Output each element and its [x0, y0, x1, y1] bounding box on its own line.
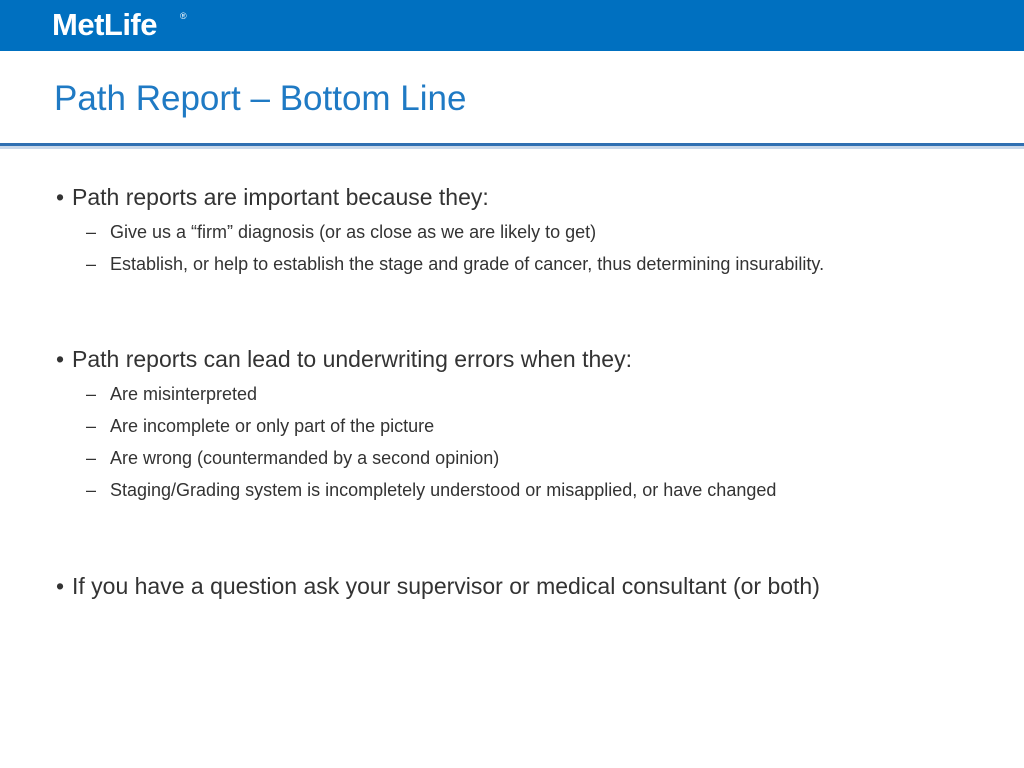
slide-title: Path Report – Bottom Line — [54, 79, 467, 118]
bullet-group-2 — [56, 344, 996, 502]
sub-bullet-text: Are wrong (countermanded by a second opinion) — [110, 448, 500, 468]
sub-bullet-text: Are incomplete or only part of the picture — [110, 416, 435, 436]
bullet-item — [56, 571, 996, 601]
sub-bullet-item — [56, 414, 996, 438]
bullet-item — [56, 182, 996, 212]
sub-bullet-text: Staging/Grading system is incompletely understood or misapplied, or have changed — [110, 480, 777, 500]
sub-bullet-item — [56, 252, 996, 276]
bullet-text: If you have a question ask your supervisor or medical consultant (or both) — [72, 573, 820, 599]
bullet-text: Path reports can lead to underwriting errors when they: — [72, 346, 632, 372]
bullet-dot: • — [56, 184, 65, 210]
bullet-text: Path reports are important because they: — [72, 184, 489, 210]
header-bar — [0, 0, 1024, 51]
sub-bullet-dash: – — [86, 480, 97, 500]
sub-bullet-text: Are misinterpreted — [110, 384, 258, 404]
sub-bullet-dash: – — [86, 448, 97, 468]
metlife-logo: MetLife — [52, 7, 157, 42]
bullet-group-1 — [56, 182, 996, 276]
sub-bullet-item — [56, 220, 996, 244]
bullet-group-3 — [56, 571, 996, 601]
sub-bullet-dash: – — [86, 254, 97, 274]
sub-bullet-dash: – — [86, 416, 97, 436]
sub-bullet-item — [56, 478, 996, 502]
sub-bullet-dash: – — [86, 384, 97, 404]
sub-bullet-item — [56, 382, 996, 406]
bullet-dot: • — [56, 573, 65, 599]
sub-bullet-dash: – — [86, 222, 97, 242]
bullet-dot: • — [56, 346, 65, 372]
sub-bullet-item — [56, 446, 996, 470]
bullet-item — [56, 344, 996, 374]
title-divider — [0, 143, 1024, 149]
sub-bullet-text: Establish, or help to establish the stage and grade of cancer, thus determining insurability. — [110, 254, 825, 274]
sub-bullet-text: Give us a “firm” diagnosis (or as close as we are likely to get) — [110, 222, 597, 242]
registered-mark: ® — [180, 11, 187, 21]
